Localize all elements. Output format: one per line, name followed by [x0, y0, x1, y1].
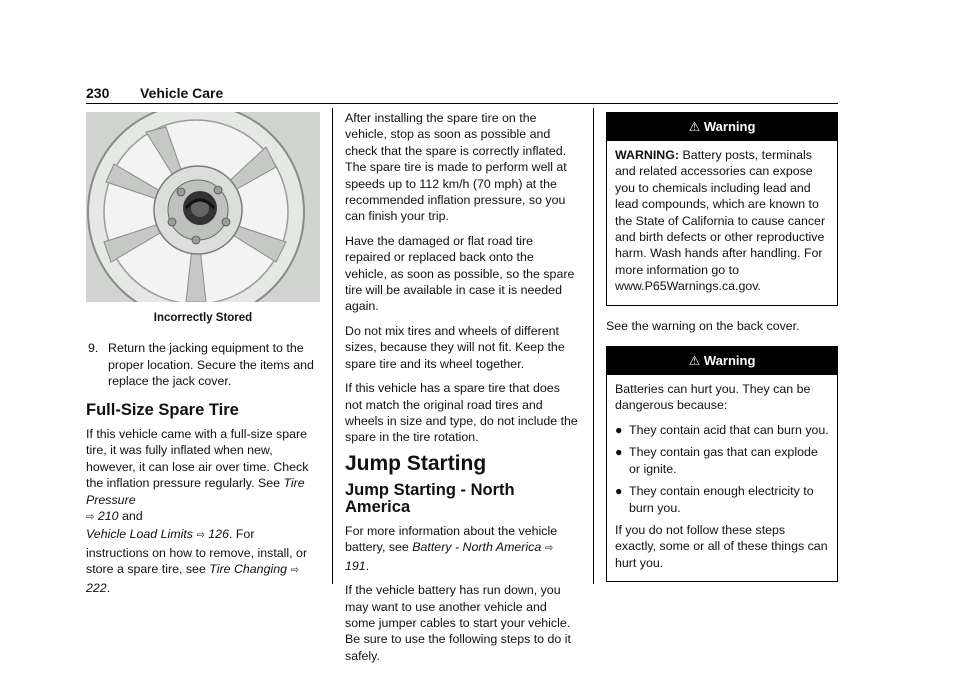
text: . For instructions on how to remove, install, or store a spare tire, see: [86, 527, 308, 577]
page-ref[interactable]: 222: [86, 580, 107, 595]
spare-tire-illustration: [86, 112, 320, 302]
text: and: [118, 509, 143, 524]
tire-pressure-link[interactable]: Tire Pressure: [86, 476, 305, 507]
column-divider: [593, 108, 594, 584]
page-ref[interactable]: 191: [345, 558, 366, 573]
list-item-text: They contain gas that can explode or ignite.: [629, 445, 818, 476]
column-divider: [332, 108, 333, 584]
text: For more information about the vehicle battery, see: [345, 523, 558, 555]
paragraph: If the vehicle battery has run down, you may want to use another vehicle and some jumper cables to start your vehicle. Be sure to use the following steps to do it safely.: [345, 583, 571, 663]
paragraph: Have the damaged or flat road tire repaired or replaced back onto the vehicle, as soon as possible, so the spare tire will be available in case it is needed again.: [345, 233, 575, 314]
ref-arrow-icon: ⇨: [544, 543, 554, 555]
chapter-heading: Jump Starting: [345, 451, 487, 475]
battery-link[interactable]: Battery - North America: [412, 540, 542, 555]
text: Battery posts, terminals and related accessories can expose you to chemicals including lead and lead compounds, which are known to the State of California to cause cancer and birth defects or other reproductive harm. Wash hands after handling. For more information go to www.P65Warnings.ca.gov.: [615, 148, 826, 294]
list-item: [615, 444, 829, 477]
page-ref[interactable]: 126: [208, 527, 229, 542]
ref-arrow-icon: ⇨: [196, 530, 205, 542]
section-title: Vehicle Care: [140, 85, 224, 101]
ref-arrow-icon: ⇨: [290, 565, 299, 577]
paragraph: Batteries can hurt you. They can be dangerous because:: [615, 382, 811, 413]
bullet-icon: ●: [615, 484, 623, 499]
section-heading: Jump Starting - North America: [345, 481, 515, 516]
figure-caption: Incorrectly Stored: [153, 312, 253, 324]
paragraph: [615, 147, 829, 295]
page-header: [86, 83, 838, 104]
list-item-text: They contain enough electricity to burn you.: [629, 484, 814, 515]
paragraph: If you do not follow these steps exactly, some or all of these things can hurt you.: [615, 522, 828, 570]
tire-changing-link[interactable]: Tire Changing: [209, 562, 288, 577]
text: .: [106, 580, 111, 595]
page-ref[interactable]: 210: [97, 509, 119, 524]
warning-body: [607, 141, 837, 305]
paragraph: After installing the spare tire on the vehicle, stop as soon as possible and check that the spare is correctly inflated. The spare tire is made to perform well at speeds up to 112 km/h (70 mph) at the recommended inflation pressure, so you can finish your trip.: [345, 111, 567, 224]
paragraph: [345, 523, 579, 574]
warning-box: [606, 346, 838, 582]
column-2: [345, 110, 579, 672]
list-item-text: They contain acid that can burn you.: [629, 422, 829, 437]
step-number: 9.: [88, 341, 99, 356]
ref-arrow-icon: ⇨: [86, 512, 95, 524]
warning-body: [607, 375, 837, 581]
warning-title-text: Warning: [703, 353, 756, 369]
wheel-illustration: [86, 112, 320, 302]
column-1: [86, 112, 320, 604]
list-item: [615, 422, 829, 438]
vehicle-load-limits-link[interactable]: Vehicle Load Limits: [86, 527, 193, 542]
column-3: [606, 112, 838, 594]
paragraph: If this vehicle has a spare tire that does not match the original road tires and wheels in size and type, do not include the spare in the tire rotation.: [345, 381, 578, 445]
warning-title: [607, 347, 837, 375]
paragraph: See the warning on the back cover.: [606, 318, 800, 333]
bullet-icon: ●: [615, 422, 623, 437]
text: .: [365, 558, 370, 573]
paragraph: Do not mix tires and wheels of different sizes, because they will not fit. Keep the spare tire and its wheel together.: [345, 323, 565, 371]
step-text: Return the jacking equipment to the proper location. Secure the items and replace the jack cover.: [108, 341, 314, 389]
warning-title-text: Warning: [703, 119, 756, 134]
warning-label: WARNING:: [615, 148, 680, 162]
warning-icon: ⚠: [688, 353, 701, 369]
warning-icon: ⚠: [688, 119, 701, 134]
bullet-icon: ●: [615, 445, 623, 460]
section-heading: Full-Size Spare Tire: [86, 400, 239, 419]
warning-box: [606, 112, 838, 306]
page-number: 230: [86, 85, 110, 101]
list-item: [615, 483, 829, 516]
step-item: [86, 340, 320, 389]
paragraph: [86, 426, 320, 596]
text: If this vehicle came with a full-size spare tire, it was fully inflated when new, however, it can lose air over time. Check the inflation pressure regularly. See: [86, 427, 309, 491]
warning-title: [607, 113, 837, 141]
